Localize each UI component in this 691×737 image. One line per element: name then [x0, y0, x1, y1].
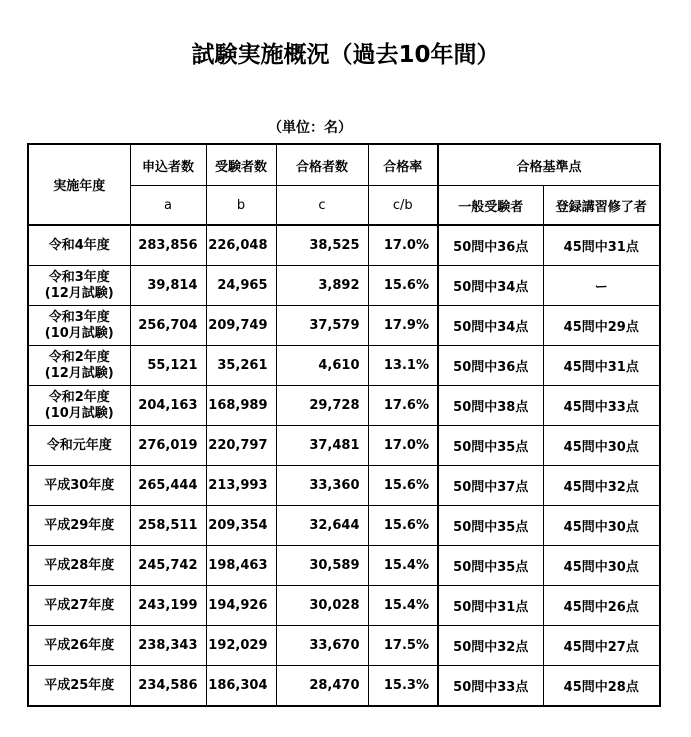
cell-rate: 17.0% — [368, 426, 438, 466]
cell-registered: 45問中33点 — [543, 386, 660, 426]
cell-registered: 45問中31点 — [543, 225, 660, 266]
table-row — [28, 586, 660, 626]
cell-examinees: 213,993 — [206, 466, 276, 506]
cell-registered: ー — [543, 266, 660, 306]
header-col-cb: c/b — [368, 186, 438, 226]
cell-general: 50問中36点 — [438, 225, 543, 266]
cell-rate: 17.6% — [368, 386, 438, 426]
cell-rate: 17.9% — [368, 306, 438, 346]
cell-registered: 45問中31点 — [543, 346, 660, 386]
year-label: 令和2年度 — [48, 349, 110, 365]
header-examinees: 受験者数 — [206, 144, 276, 186]
year-label: 令和3年度 — [48, 309, 110, 325]
table-row — [28, 626, 660, 666]
table-row — [28, 346, 660, 386]
header-year: 実施年度 — [28, 144, 130, 225]
cell-examinees: 35,261 — [206, 346, 276, 386]
cell-year — [28, 546, 130, 586]
cell-registered: 45問中28点 — [543, 666, 660, 707]
cell-passers: 4,610 — [276, 346, 368, 386]
cell-year — [28, 426, 130, 466]
cell-applicants: 238,343 — [130, 626, 206, 666]
table-row — [28, 466, 660, 506]
cell-registered: 45問中32点 — [543, 466, 660, 506]
table-row — [28, 225, 660, 266]
cell-rate: 13.1% — [368, 346, 438, 386]
header-criteria: 合格基準点 — [438, 144, 660, 186]
cell-registered: 45問中30点 — [543, 426, 660, 466]
year-label: 平成25年度 — [44, 677, 115, 693]
cell-passers: 33,670 — [276, 626, 368, 666]
cell-examinees: 220,797 — [206, 426, 276, 466]
cell-applicants: 276,019 — [130, 426, 206, 466]
cell-passers: 28,470 — [276, 666, 368, 707]
cell-applicants: 245,742 — [130, 546, 206, 586]
cell-general: 50問中33点 — [438, 666, 543, 707]
cell-year — [28, 506, 130, 546]
cell-rate: 17.5% — [368, 626, 438, 666]
header-col-a: a — [130, 186, 206, 226]
cell-passers: 30,028 — [276, 586, 368, 626]
cell-passers: 3,892 — [276, 266, 368, 306]
header-passers: 合格者数 — [276, 144, 368, 186]
cell-year — [28, 386, 130, 426]
table-row — [28, 666, 660, 707]
year-sublabel: (12月試験) — [44, 285, 114, 301]
table-row — [28, 426, 660, 466]
cell-examinees: 226,048 — [206, 225, 276, 266]
year-label: 令和4年度 — [48, 237, 110, 253]
cell-general: 50問中37点 — [438, 466, 543, 506]
cell-passers: 37,481 — [276, 426, 368, 466]
cell-year — [28, 466, 130, 506]
cell-registered: 45問中30点 — [543, 546, 660, 586]
cell-general: 50問中36点 — [438, 346, 543, 386]
cell-rate: 15.4% — [368, 586, 438, 626]
header-applicants: 申込者数 — [130, 144, 206, 186]
cell-general: 50問中35点 — [438, 546, 543, 586]
cell-passers: 29,728 — [276, 386, 368, 426]
cell-applicants: 258,511 — [130, 506, 206, 546]
cell-rate: 15.6% — [368, 466, 438, 506]
cell-applicants: 55,121 — [130, 346, 206, 386]
year-label: 令和元年度 — [46, 437, 112, 453]
table-row — [28, 386, 660, 426]
header-row-1 — [28, 144, 660, 186]
cell-applicants: 39,814 — [130, 266, 206, 306]
cell-passers: 33,360 — [276, 466, 368, 506]
cell-year — [28, 225, 130, 266]
table-row — [28, 306, 660, 346]
cell-passers: 32,644 — [276, 506, 368, 546]
cell-rate: 15.6% — [368, 266, 438, 306]
cell-registered: 45問中27点 — [543, 626, 660, 666]
page-title: 試験実施概況（過去10年間） — [191, 42, 500, 68]
year-label: 平成29年度 — [44, 517, 115, 533]
cell-examinees: 209,749 — [206, 306, 276, 346]
exam-summary-table — [27, 143, 661, 707]
year-label: 平成30年度 — [44, 477, 115, 493]
cell-examinees: 192,029 — [206, 626, 276, 666]
cell-year — [28, 666, 130, 707]
table-row — [28, 266, 660, 306]
cell-applicants: 265,444 — [130, 466, 206, 506]
cell-registered: 45問中26点 — [543, 586, 660, 626]
header-rate: 合格率 — [368, 144, 438, 186]
year-sublabel: (12月試験) — [44, 365, 114, 381]
cell-year — [28, 306, 130, 346]
cell-applicants: 204,163 — [130, 386, 206, 426]
cell-applicants: 234,586 — [130, 666, 206, 707]
year-label: 令和3年度 — [48, 269, 110, 285]
table-row — [28, 546, 660, 586]
year-label: 令和2年度 — [48, 389, 110, 405]
year-sublabel: (10月試験) — [44, 405, 114, 421]
cell-examinees: 209,354 — [206, 506, 276, 546]
cell-passers: 37,579 — [276, 306, 368, 346]
year-sublabel: (10月試験) — [44, 325, 114, 341]
cell-rate: 17.0% — [368, 225, 438, 266]
cell-general: 50問中38点 — [438, 386, 543, 426]
cell-examinees: 24,965 — [206, 266, 276, 306]
header-registered: 登録講習修了者 — [543, 186, 660, 226]
cell-examinees: 198,463 — [206, 546, 276, 586]
cell-year — [28, 626, 130, 666]
cell-rate: 15.3% — [368, 666, 438, 707]
header-general: 一般受験者 — [438, 186, 543, 226]
header-col-c: c — [276, 186, 368, 226]
cell-registered: 45問中30点 — [543, 506, 660, 546]
cell-passers: 30,589 — [276, 546, 368, 586]
cell-examinees: 194,926 — [206, 586, 276, 626]
year-label: 平成26年度 — [44, 637, 115, 653]
cell-applicants: 256,704 — [130, 306, 206, 346]
cell-applicants: 243,199 — [130, 586, 206, 626]
cell-general: 50問中35点 — [438, 506, 543, 546]
cell-general: 50問中32点 — [438, 626, 543, 666]
cell-registered: 45問中29点 — [543, 306, 660, 346]
cell-examinees: 186,304 — [206, 666, 276, 707]
cell-year — [28, 586, 130, 626]
cell-rate: 15.6% — [368, 506, 438, 546]
year-label: 平成28年度 — [44, 557, 115, 573]
header-col-b: b — [206, 186, 276, 226]
cell-passers: 38,525 — [276, 225, 368, 266]
table-row — [28, 506, 660, 546]
cell-year — [28, 346, 130, 386]
cell-general: 50問中34点 — [438, 306, 543, 346]
cell-rate: 15.4% — [368, 546, 438, 586]
year-label: 平成27年度 — [44, 597, 115, 613]
cell-general: 50問中31点 — [438, 586, 543, 626]
unit-label: （単位：名） — [268, 120, 352, 136]
cell-year — [28, 266, 130, 306]
cell-general: 50問中34点 — [438, 266, 543, 306]
cell-general: 50問中35点 — [438, 426, 543, 466]
cell-applicants: 283,856 — [130, 225, 206, 266]
cell-examinees: 168,989 — [206, 386, 276, 426]
